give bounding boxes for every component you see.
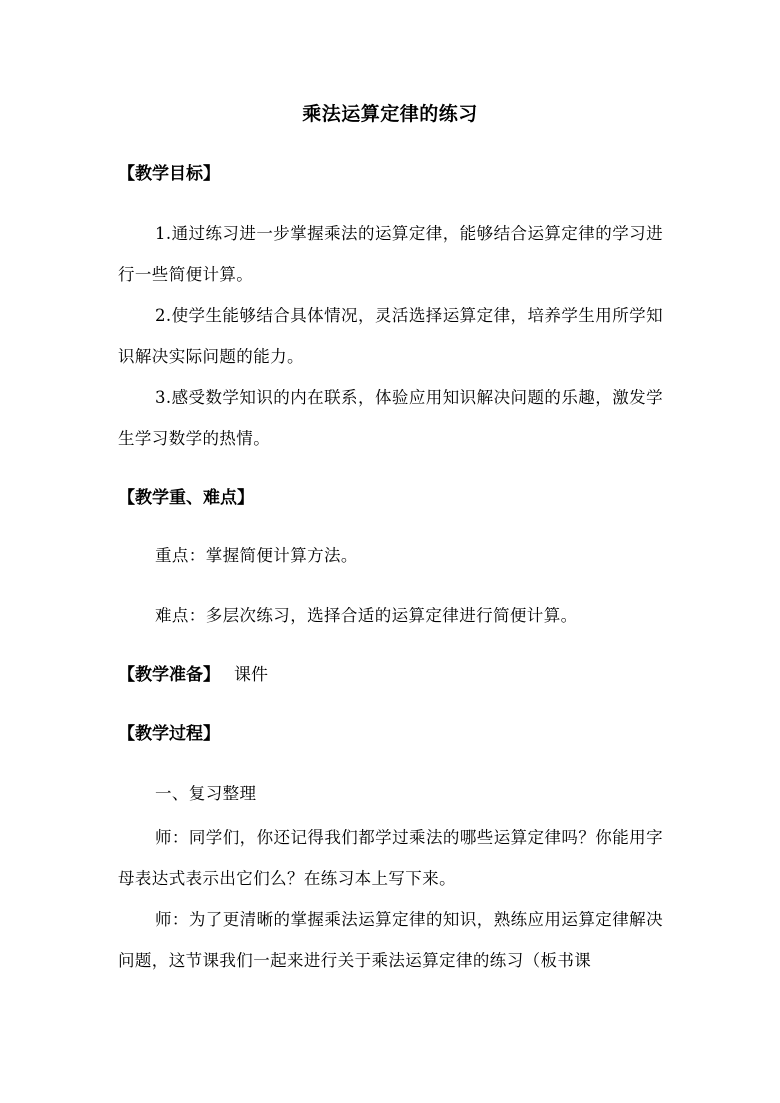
objective-item-3: 3.感受数学知识的内在联系，体验应用知识解决问题的乐趣，激发学生学习数学的热情。 [118,388,663,448]
key-points-heading: 【教学重、难点】 [118,488,254,508]
objective-item-1: 1.通过练习进一步掌握乘法的运算定律，能够结合运算定律的学习进行一些简便计算。 [118,224,663,284]
preparation-heading [118,662,268,688]
key-point-focus: 重点：掌握简便计算方法。 [155,546,358,565]
process-paragraph-2-wrapper [0,899,780,983]
process-step-1: 一、复习整理 [155,784,257,803]
process-paragraph-1: 师：同学们，你还记得我们都学过乘法的哪些运算定律吗？你能用字母表达式表示出它们么？在练习本上写下来。 [118,828,663,888]
objectives-heading: 【教学目标】 [118,164,220,184]
process-paragraph-2-clip [0,899,780,983]
preparation-value: 课件 [234,665,268,685]
process-paragraph-2: 师：为了更清晰的掌握乘法运算定律的知识，熟练应用运算定律解决问题，这节课我们一起来进行关于乘法运算定律的练习（板书课 [118,910,663,970]
objective-item-2: 2.使学生能够结合具体情况，灵活选择运算定律，培养学生用所学知识解决实际问题的能力。 [118,306,663,366]
key-point-difficulty: 难点：多层次练习，选择合适的运算定律进行简便计算。 [155,606,578,625]
process-heading: 【教学过程】 [118,724,220,744]
preparation-heading-label: 【教学准备】 [118,665,220,685]
document-title: 乘法运算定律的练习 [302,103,478,125]
